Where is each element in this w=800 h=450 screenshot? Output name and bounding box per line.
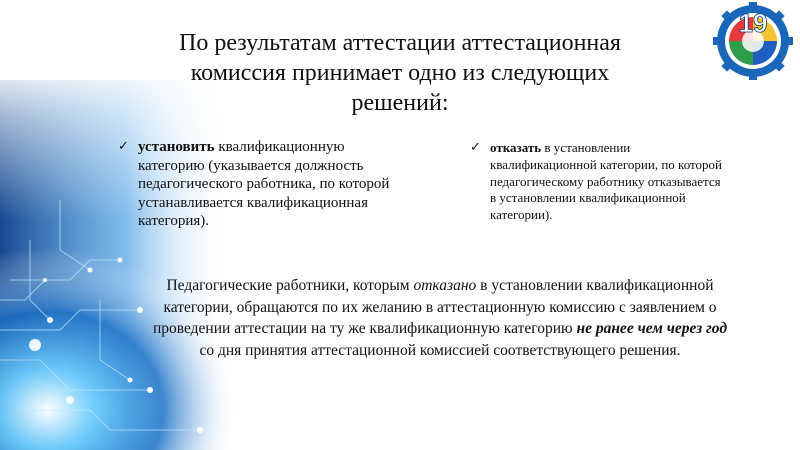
check-icon: ✓ — [470, 140, 481, 155]
school-emblem — [707, 2, 799, 80]
note-emphasis-period: не ранее чем через год — [576, 320, 728, 337]
note-end: . — [676, 341, 681, 359]
note-part1: Педагогические работники, которым — [166, 277, 414, 294]
note-part2: в установлении квалификационной категории, обращаются по их желанию в аттестационную комиссию с заявлением о проведении аттестации на ту же квалификационную категорию — [152, 277, 717, 337]
note-part3: со дня принятия аттестационной комиссией соответствующего решения — [199, 341, 677, 359]
school-emblem-icon — [707, 2, 799, 80]
decision-refuse-description: в установлении квалификационной категории, по которой педагогическому работнику отказывается в установлении квалификационной категории). — [490, 140, 723, 223]
decision-refuse-text — [490, 140, 725, 224]
note-italic-refused: отказано — [413, 277, 477, 294]
slide-title: По результатам аттестации аттестационная комиссия принимает одно из следующих решений: — [179, 30, 621, 116]
decision-refuse — [470, 140, 725, 224]
decision-assign — [118, 138, 398, 231]
decision-refuse-keyword: отказать — [490, 140, 542, 155]
reapply-note — [150, 275, 730, 361]
emblem-number: 19 — [738, 8, 768, 38]
check-icon: ✓ — [118, 139, 129, 154]
decision-assign-description: квалификационную категорию (указывается должность педагогического работника, по которой устанавливается квалификационная категория). — [138, 139, 390, 229]
decision-assign-keyword: установить — [138, 139, 215, 155]
decision-assign-text — [138, 138, 398, 231]
